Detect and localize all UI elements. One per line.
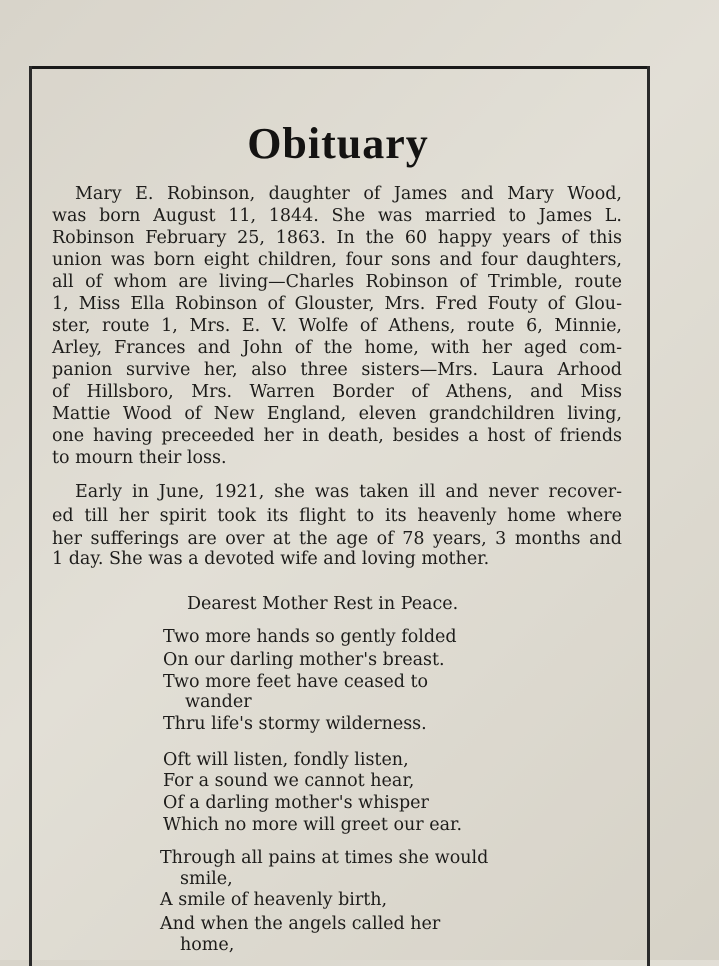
poem-line: Which no more will greet our ear. [163, 815, 463, 835]
text-line: Mary E. Robinson, daughter of James and Mary Wood, [75, 184, 622, 204]
poem-title: Dearest Mother Rest in Peace. [187, 594, 459, 614]
text-line: all of whom are living—Charles Robinson of Trimble, route [52, 272, 622, 292]
text-line: to mourn their loss. [52, 448, 227, 468]
border-top-rule [30, 66, 650, 69]
text-line: panion survive her, also three sisters—Mrs. Laura Arhood [52, 360, 622, 380]
poem-line: Two more hands so gently folded [163, 627, 457, 647]
text-line: one having preceeded her in death, besides a host of friends [52, 426, 622, 446]
border-right-rule [647, 66, 650, 966]
text-line: ster, route 1, Mrs. E. V. Wolfe of Athens, route 6, Minnie, [52, 316, 622, 336]
poem-line: Two more feet have ceased to [163, 672, 429, 692]
poem-line: Through all pains at times she would [160, 848, 489, 868]
poem-line: For a sound we cannot hear, [163, 771, 415, 791]
poem-line: A smile of heavenly birth, [160, 890, 388, 910]
text-line: union was born eight children, four sons and four daughters, [52, 250, 622, 270]
text-line: was born August 11, 1844. She was married to James L. [52, 206, 622, 226]
text-line: her sufferings are over at the age of 78 years, 3 months and [52, 529, 622, 549]
text-line: Arley, Frances and John of the home, with her aged com- [52, 338, 622, 358]
text-line: ed till her spirit took its flight to its heavenly home where [52, 506, 622, 526]
poem-line: wander [185, 692, 252, 712]
text-line: Mattie Wood of New England, eleven grandchildren living, [52, 404, 622, 424]
text-line: of Hillsboro, Mrs. Warren Border of Athens, and Miss [52, 382, 622, 402]
poem-line: Of a darling mother's whisper [163, 793, 429, 813]
poem-line: On our darling mother's breast. [163, 650, 445, 670]
text-line: Robinson February 25, 1863. In the 60 happy years of this [52, 228, 622, 248]
poem-line: home, [180, 935, 235, 955]
text-line: Early in June, 1921, she was taken ill and never recover- [75, 482, 622, 502]
poem-line: Thru life's stormy wilderness. [163, 714, 427, 734]
text-line: 1 day. She was a devoted wife and loving mother. [52, 549, 490, 569]
text-line: 1, Miss Ella Robinson of Glouster, Mrs. Fred Fouty of Glou- [52, 294, 622, 314]
border-left-rule [29, 66, 32, 966]
poem-line: smile, [180, 869, 233, 889]
obituary-heading: Obituary [247, 119, 429, 168]
poem-line: Oft will listen, fondly listen, [163, 750, 409, 770]
poem-line: And when the angels called her [160, 914, 441, 934]
